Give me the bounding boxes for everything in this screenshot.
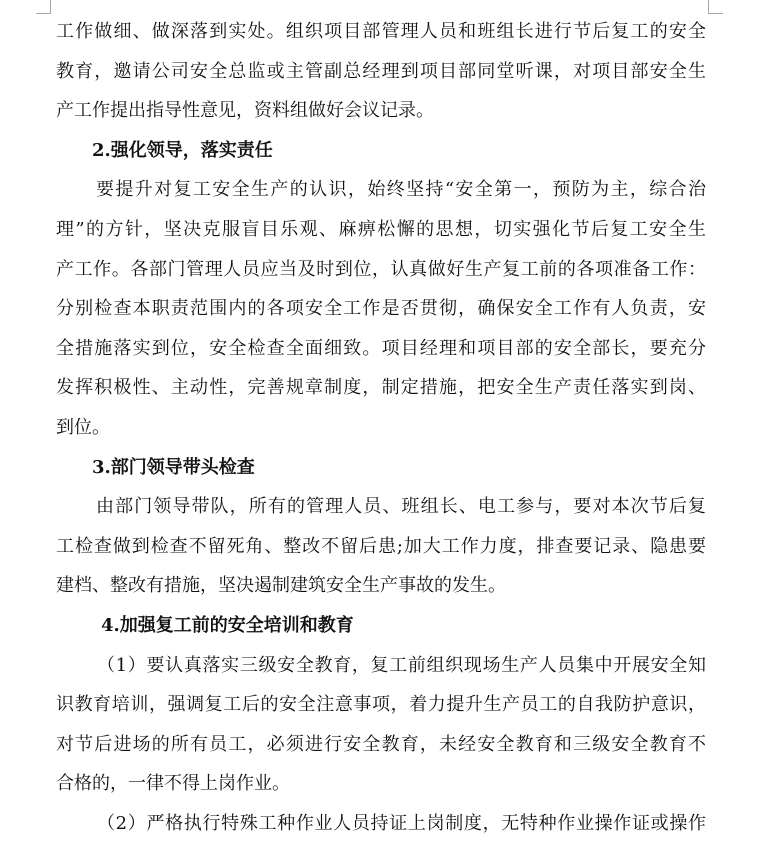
paragraph-line: 工检查做到检查不留死角、整改不留后患;加大工作力度，排查要记录、隐患要: [56, 535, 706, 557]
paragraph-line: 分别检查本职责范围内的各项安全工作是否贯彻，确保安全工作有人负责，安: [56, 298, 706, 320]
paragraph-line: （1）要认真落实三级安全教育，复工前组织现场生产人员集中开展安全知: [97, 654, 706, 676]
paragraph-line: 到位。: [56, 416, 110, 438]
paragraph-line: 发挥积极性、主动性，完善规章制度，制定措施，把安全生产责任落实到岗、: [56, 377, 706, 399]
paragraph-line: 工作做细、做深落到实处。组织项目部管理人员和班组长进行节后复工的安全: [56, 21, 706, 42]
document-body: [56, 12, 706, 843]
paragraph-line: 全措施落实到位，安全检查全面细致。项目经理和项目部的安全部长，要充分: [56, 337, 706, 359]
paragraph-line: 产工作。各部门管理人员应当及时到位，认真做好生产复工前的各项准备工作：: [56, 258, 706, 280]
paragraph-line: 建档、整改有措施，坚决遏制建筑安全生产事故的发生。: [56, 575, 506, 597]
paragraph-line: 要提升对复工安全生产的认识，始终坚持“安全第一，预防为主，综合治: [96, 179, 706, 201]
right-margin-corner-mark: [708, 0, 723, 14]
paragraph-line: 识教育培训，强调复工后的安全注意事项，着力提升生产员工的自我防护意识，: [56, 694, 706, 716]
paragraph-line: 产工作提出指导性意见，资料组做好会议记录。: [56, 100, 434, 122]
paragraph-line: 教育，邀请公司安全总监或主管副总经理到项目部同堂听课，对项目部安全生: [56, 60, 706, 82]
section-heading-2: 2.强化领导，落实责任: [92, 139, 273, 161]
paragraph-line: 对节后进场的所有员工，必须进行安全教育，未经安全教育和三级安全教育不: [56, 733, 706, 755]
paragraph-line: 由部门领导带队，所有的管理人员、班组长、电工参与，要对本次节后复: [96, 496, 706, 518]
left-margin-corner-mark: [36, 0, 51, 14]
paragraph-line: 合格的，一律不得上岗作业。: [56, 773, 290, 795]
paragraph-line: 理”的方针，坚决克服盲目乐观、麻痹松懈的思想，切实强化节后复工安全生: [56, 218, 706, 240]
section-heading-3: 3.部门领导带头检查: [92, 456, 255, 478]
section-heading-4: 4.加强复工前的安全培训和教育: [101, 614, 354, 636]
paragraph-line: （2）严格执行特殊工种作业人员持证上岗制度，无特种作业操作证或操作: [97, 812, 706, 834]
